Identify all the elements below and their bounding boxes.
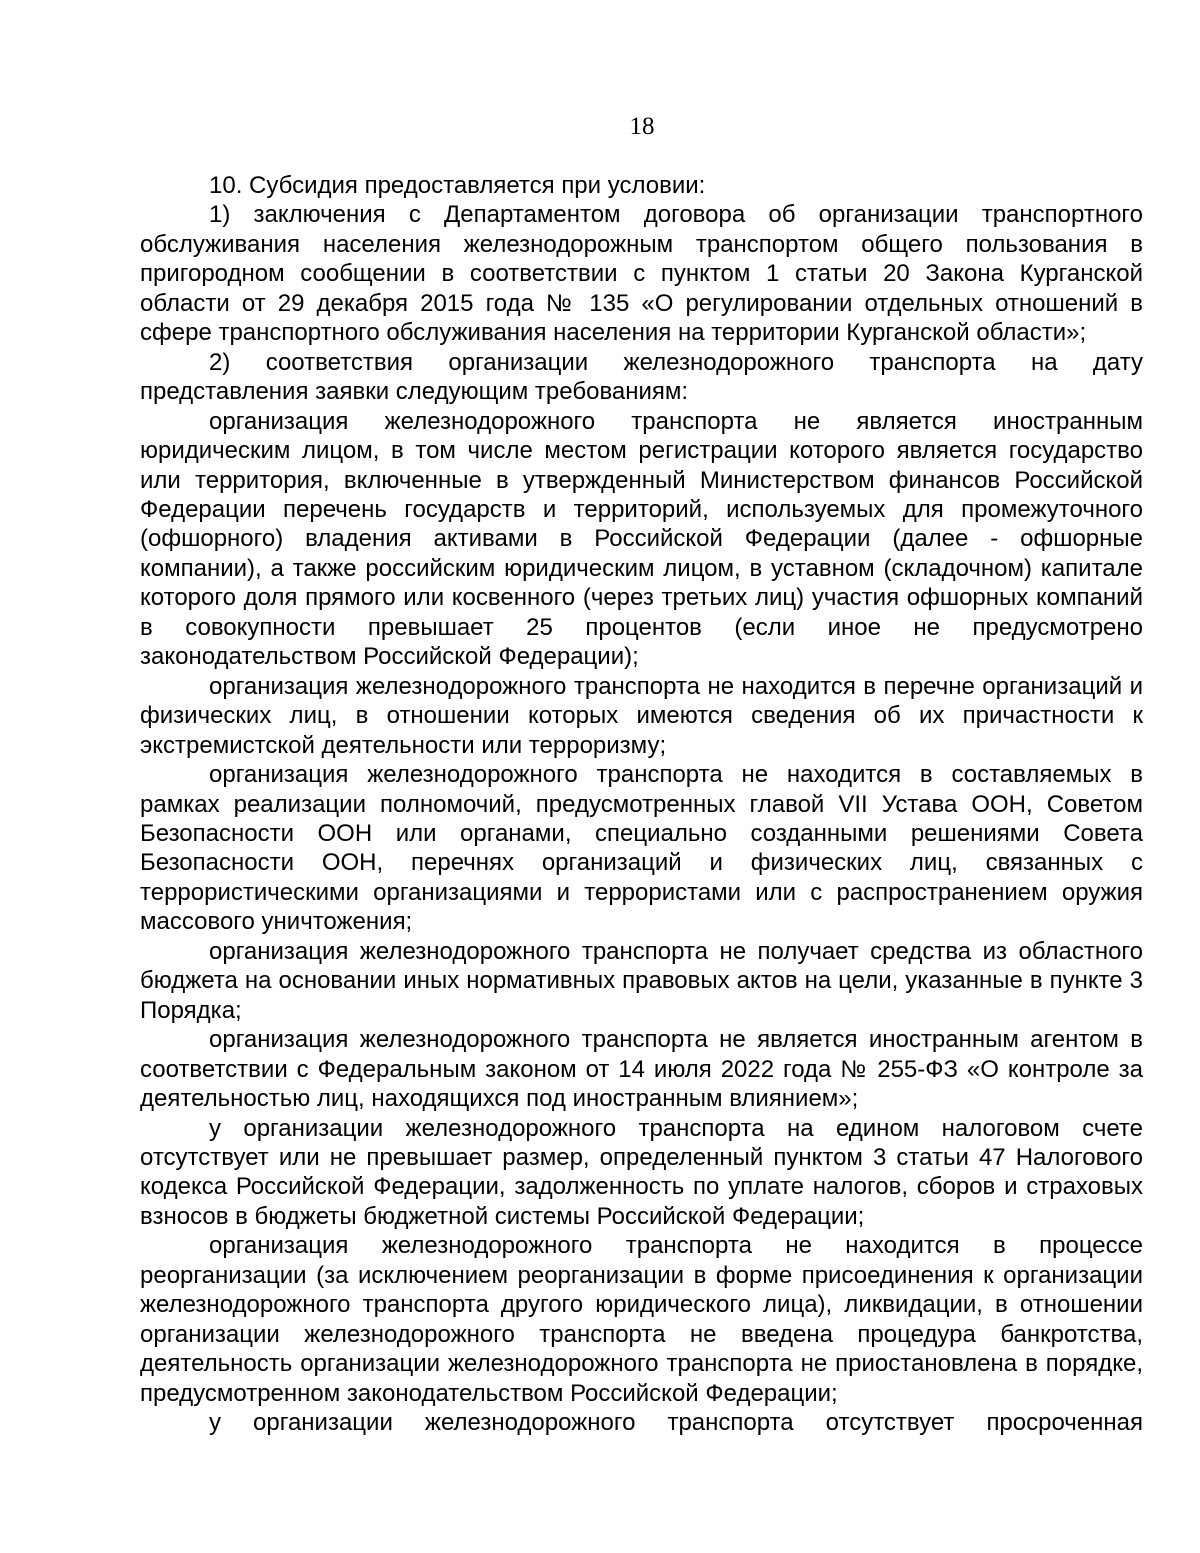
document-body xyxy=(140,171,1143,1437)
paragraph-not-extremist-list: организация железнодорожного транспорта не находится в перечне организаций и физических лиц, в отношении которых имеются сведения об их причастности к экстремистской деятельности или терроризму; xyxy=(140,672,1143,759)
paragraph-not-reorganization: организация железнодорожного транспорта не находится в процессе реорганизации (за исключением реорганизации в форме присоединения к организации железнодорожного транспорта другого юридического лица), ликвидации, в отношении организации железнодорожного транспорта не введена процедура банкротства, деятельность организации железнодорожного транспорта не приостановлена в порядке, предусмотренном законодательством Российской Федерации; xyxy=(140,1232,1143,1407)
paragraph-no-other-budget-funds: организация железнодорожного транспорта не получает средства из областного бюджета на основании иных нормативных правовых актов на цели, указанные в пункте 3 Порядка; xyxy=(140,937,1143,1024)
page-number: 18 xyxy=(629,113,655,140)
paragraph-item-2-requirements: 2) соответствия организации железнодорожного транспорта на дату представления заявки следующим требованиям: xyxy=(140,348,1143,406)
paragraph-not-foreign-agent: организация железнодорожного транспорта не является иностранным агентом в соответствии с Федеральным законом от 14 июля 2022 года № 255-ФЗ «О контроле за деятельностью лиц, находящихся под иностранным влиянием»; xyxy=(140,1026,1143,1113)
paragraph-no-tax-debt: у организации железнодорожного транспорта на едином налоговом счете отсутствует или не превышает размер, определенный пунктом 3 статьи 47 Налогового кодекса Российской Федерации, задолженность по уплате налогов, сборов и страховых взносов в бюджеты бюджетной системы Российской Федерации; xyxy=(140,1114,1143,1230)
paragraph-not-foreign-entity: организация железнодорожного транспорта не является иностранным юридическим лицом, в том числе местом регистрации которого является государство или территория, включенные в утвержденный Министерством финансов Российской Федерации перечень государств и территорий, используемых для промежуточного (офшорного) владения активами в Российской Федерации (далее - офшорные компании), а также российским юридическим лицом, в уставном (складочном) капитале которого доля прямого или косвенного (через третьих лиц) участия офшорных компаний в совокупности превышает 25 процентов (если иное не предусмотрено законодательством Российской Федерации); xyxy=(140,407,1143,671)
paragraph-condition-heading: 10. Субсидия предоставляется при условии: xyxy=(209,172,706,199)
paragraph-item-1-contract: 1) заключения с Департаментом договора об организации транспортного обслуживания населения железнодорожным транспортом общего пользования в пригородном сообщении в соответствии с пунктом 1 статьи 20 Закона Курганской области от 29 декабря 2015 года № 135 «О регулировании отдельных отношений в сфере транспортного обслуживания населения на территории Курганской области»; xyxy=(140,201,1143,347)
paragraph-no-overdue-debt: у организации железнодорожного транспорта отсутствует просроченная xyxy=(209,1409,1143,1437)
paragraph-not-un-list: организация железнодорожного транспорта не находится в составляемых в рамках реализации полномочий, предусмотренных главой VII Устава ООН, Советом Безопасности ООН или органами, специально созданными решениями Совета Безопасности ООН, перечнях организаций и физических лиц, связанных с террористическими организациями и террористами или с распространением оружия массового уничтожения; xyxy=(140,761,1143,936)
